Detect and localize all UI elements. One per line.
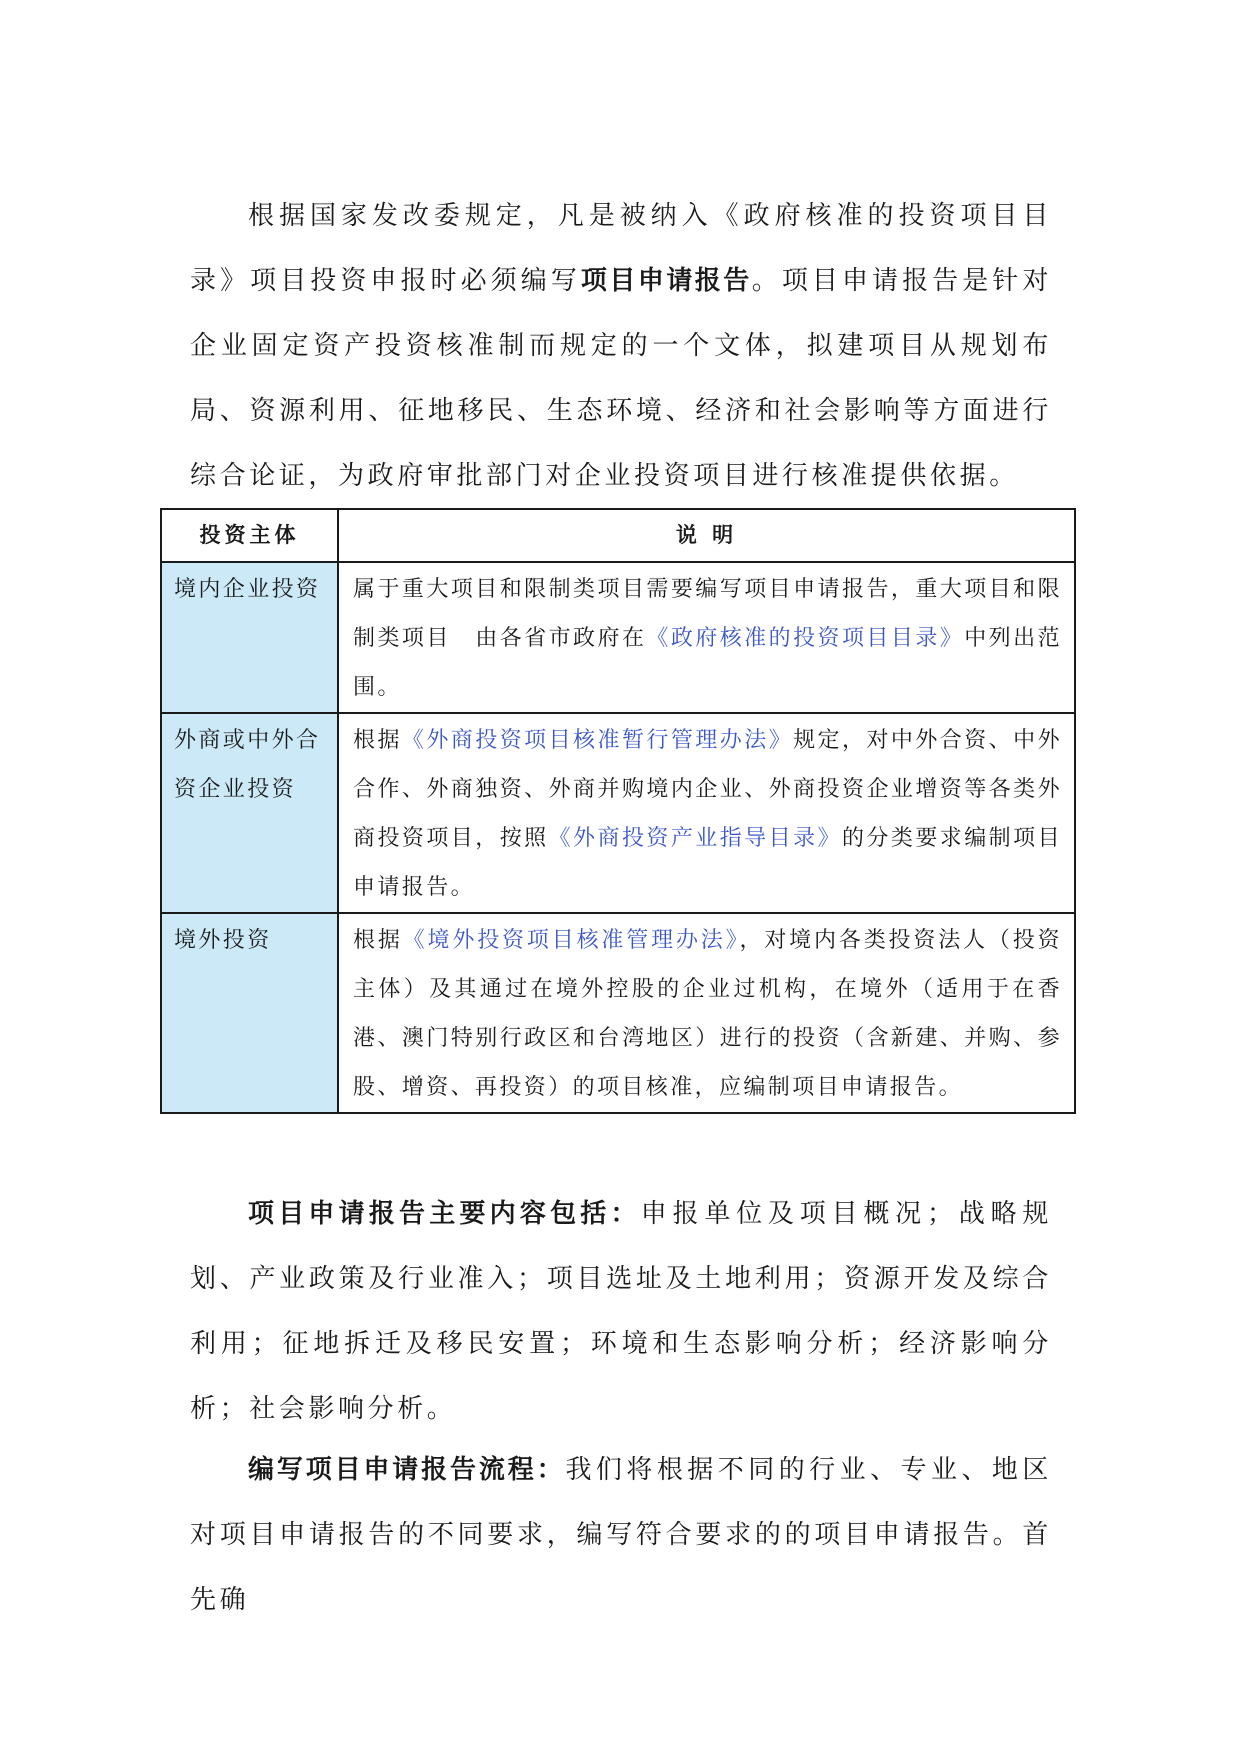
process-paragraph xyxy=(190,1438,1052,1633)
contents-paragraph xyxy=(190,1182,1052,1442)
table-row xyxy=(161,562,1075,713)
intro-bold-term: 项目申请报告 xyxy=(580,266,752,296)
header-subject: 投资主体 xyxy=(161,509,338,562)
desc-text: 属于重大项目和限制类项目需要编写项目申请报告，重大项目和限制类项目 由各省市政府在 xyxy=(353,577,1062,651)
desc-text: 根据 xyxy=(353,728,402,753)
desc-text: 根据 xyxy=(353,928,403,953)
contents-text: 申报单位及项目概况；战略规划、产业政策及行业准入；项目选址及土地利用；资源开发及综合利用；征地拆迁及移民安置；环境和生态影响分析；经济影响分析；社会影响分析。 xyxy=(190,1199,1052,1424)
regulation-link[interactable]: 《政府核准的投资项目目录》 xyxy=(646,626,965,651)
desc-text: 的分类要求编制项目申请报告。 xyxy=(353,826,1062,900)
contents-label: 项目申请报告主要内容包括： xyxy=(248,1199,641,1229)
regulation-link[interactable]: 《境外投资项目核准管理办法》 xyxy=(402,928,740,953)
header-explain: 说 明 xyxy=(338,509,1075,562)
row-subject: 外商或中外合资企业投资 xyxy=(161,713,338,913)
table-header-row xyxy=(161,509,1075,562)
desc-text: 规定，对中外合资、中外合作、外商独资、外商并购境内企业、外商投资企业增资等各类外商投资项目，按照 xyxy=(353,728,1062,851)
row-description xyxy=(338,562,1075,713)
row-description xyxy=(338,713,1075,913)
investment-subject-table xyxy=(160,508,1076,1114)
row-subject: 境内企业投资 xyxy=(161,562,338,713)
row-description xyxy=(338,913,1075,1113)
desc-text: ，对境内各类投资法人（投资主体）及其通过在境外控股的企业过机构，在境外（适用于在香港、澳门特别行政区和台湾地区）进行的投资（含新建、并购、参股、增资、再投资）的项目核准，应编制项目申请报告。 xyxy=(353,928,1062,1100)
desc-text: 中列出范围。 xyxy=(353,626,1062,700)
intro-paragraph xyxy=(190,184,1052,509)
table-row xyxy=(161,713,1075,913)
intro-text-1: 根据国家发改委规定，凡是被纳入《政府核准的投资项目目录》项目投资申报时必须编写 xyxy=(190,201,1052,296)
process-label: 编写项目申请报告流程： xyxy=(248,1455,566,1485)
row-subject: 境外投资 xyxy=(161,913,338,1113)
intro-text-2: 。项目申请报告是针对企业固定资产投资核准制而规定的一个文体，拟建项目从规划布局、资源利用、征地移民、生态环境、经济和社会影响等方面进行综合论证，为政府审批部门对企业投资项目进行核准提供依据。 xyxy=(190,266,1052,491)
catalog-link[interactable]: 《外商投资产业指导目录》 xyxy=(548,826,842,851)
process-text: 我们将根据不同的行业、专业、地区对项目申请报告的不同要求，编写符合要求的的项目申请报告。首先确 xyxy=(190,1455,1052,1615)
table-row xyxy=(161,913,1075,1113)
regulation-link[interactable]: 《外商投资项目核准暂行管理办法》 xyxy=(401,728,794,753)
